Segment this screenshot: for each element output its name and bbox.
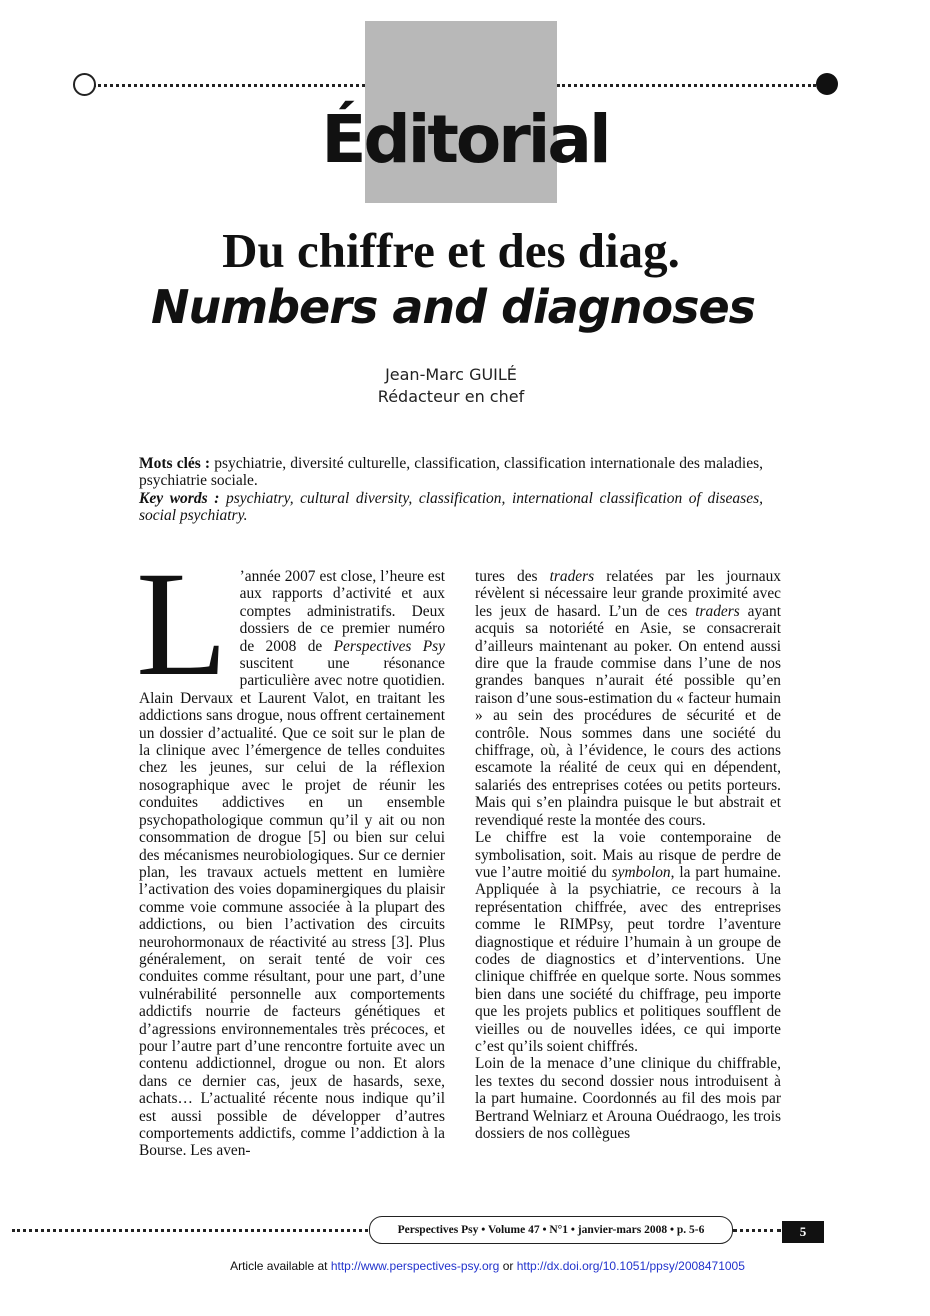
keywords-en-text: psychiatry, cultural diversity, classification, international classification of diseases, social psychiatry. [139, 489, 763, 525]
doi-link[interactable]: http://dx.doi.org/10.1051/ppsy/2008471005 [516, 1259, 745, 1273]
body-text: relatées par les journaux révèlent si nécessaire leur grande proximité avec les jeux de hasard. L’un de ces [475, 568, 781, 620]
paragraph [136, 541, 445, 1160]
keywords-fr-text: psychiatrie, diversité culturelle, classification, classification internationale des maladies, psychiatrie sociale. [139, 455, 763, 490]
availability-prefix: Article available at [230, 1259, 328, 1273]
italic-term: traders [695, 602, 740, 620]
section-label: Éditorial [321, 101, 609, 178]
paragraph [475, 568, 781, 829]
footer-citation: Perspectives Psy • Volume 47 • N°1 • janvier-mars 2008 • p. 5-6 [369, 1216, 733, 1244]
drop-cap: L [136, 541, 228, 707]
footer-dotted-rule-left [12, 1229, 368, 1232]
filled-circle-icon [816, 73, 838, 95]
body-text: suscitent une résonance particulière avec notre quotidien. Alain Dervaux et Laurent Valot, en traitant les addictions sans drogue, nous offrent certainement un dossier d’actualité. Que ce soit sur le plan de la clinique avec l’émergence de telles conduites chez les jeunes, sur celui de la réflexion nosographique avec le projet de réunir les conduites addictives en un ensemble psychopathologique commun qu’il y ait ou non consommation de drogue [5] ou bien sur celui des mécanismes neurobiologiques. Sur ce dernier plan, les travaux actuels mettent en lumière l’activation des voies dopaminergiques du plaisir comme voie commune associée à la plupart des addictions, ou bien l’activation des circuits neurohormonaux de réactivité au stress [3]. Plus généralement, on serait tenté de voir ces conduites comme résultant, pour une part, d’une vulnérabilité personnelle aux comportements addictifs nourrie de facteurs génétiques et d’agressions environnementales très précoces, et pour l’autre part d’une rencontre fortuite avec un contenu addictionnel, drogue ou non. Et alors dans ce dernier cas, jeux de hasards, sexe, achats… L’actualité récente nous indique qu’il est aussi possible de développer d’autres comportements addictifs, comme l’addiction à la Bourse. Les aven- [139, 655, 445, 1160]
italic-term: traders [549, 568, 595, 585]
perspectives-psy-link[interactable]: http://www.perspectives-psy.org [330, 1259, 500, 1273]
paragraph [475, 829, 781, 1055]
keywords-en [139, 490, 763, 525]
paragraph [475, 1055, 781, 1142]
author-block [0, 364, 902, 408]
body-text: ’année 2007 est close, l’heure est aux rapports d’activité et aux comptes administratifs. Deux dossiers de ce premier numéro de 2008 de [239, 568, 445, 655]
author-name: Jean-Marc GUILÉ [385, 365, 517, 384]
availability-line [0, 1259, 930, 1273]
title-french: Du chiffre et des diag. [222, 223, 680, 278]
header-dotted-rule-left [93, 84, 365, 87]
keywords-en-label: Key words : [139, 489, 220, 507]
header-dotted-rule-right [557, 84, 816, 87]
author-role: Rédacteur en chef [377, 387, 525, 406]
keywords-fr-label: Mots clés : [139, 455, 211, 472]
body-column-left [136, 541, 445, 1160]
keywords-block [139, 455, 763, 525]
body-text: , la part humaine. Appliquée à la psychiatrie, ce recours à la représentation chiffrée, avec des entreprises comme le RIMPsy, peut tordre l’aventure diagnostique et réduire l’humain à un groupe de codes de diagnostics et d’interventions. Une clinique chiffrée en quelque sorte. Nous sommes bien dans une société du chiffrage, peu importe que les projets publics et politiques soufflent de vieilles ou de nouvelles idées, ce qui importe c’est qu’ils soient chiffrés. [475, 863, 781, 1055]
italic-term: symbolon [611, 863, 671, 881]
body-text: Loin de la menace d’une clinique du chiffrable, les textes du second dossier nous introduisent à la part humaine. Coordonnés au fil des mois par Bertrand Welniarz et Arouna Ouédraogo, les trois dossiers de nos collègues [475, 1055, 781, 1142]
body-text: Le chiffre est la voie contemporaine de symbolisation, soit. Mais au risque de perdre de vue l’autre moitié du [475, 829, 781, 881]
footer-dotted-rule-right [733, 1229, 781, 1232]
body-text: ayant acquis sa notoriété en Asie, se consacrerait d’ailleurs maintenant au poker. On entend aussi dire que la fraude commise dans l’une de nos grandes banques n’aurait été possible qu’en raison d’une sous-estimation du « facteur humain » au sein des procédures de sécurité et de contrôle. Nous sommes dans une société du chiffrage, où, à l’évidence, le cours des actions escamote la réalité de ceux qui en dépendent, salariés des entreprises cotées ou petits porteurs. Mais qui s’en plaindra puisque le but abstrait et revendiqué reste la montée des cours. [475, 602, 781, 829]
page-number: 5 [782, 1221, 824, 1243]
availability-or: or [502, 1259, 514, 1273]
keywords-fr [139, 455, 763, 490]
title-english: Numbers and diagnoses [150, 280, 756, 334]
body-column-right [475, 568, 781, 1142]
open-circle-icon [73, 73, 96, 96]
journal-name: Perspectives Psy [333, 637, 445, 655]
body-text: tures des [475, 568, 550, 585]
